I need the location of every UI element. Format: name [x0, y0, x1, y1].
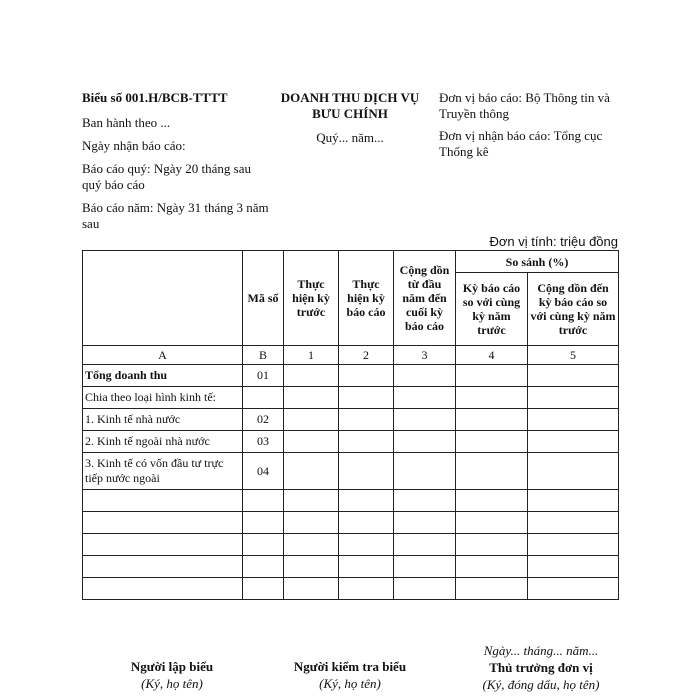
preparer-note: (Ký, họ tên)	[141, 676, 203, 691]
empty-row	[83, 556, 619, 578]
revenue-table	[82, 250, 619, 600]
input-cell[interactable]	[83, 556, 243, 578]
input-cell[interactable]	[339, 409, 394, 431]
input-cell[interactable]	[339, 556, 394, 578]
row-label: Chia theo loại hình kinh tế:	[83, 387, 243, 409]
input-cell[interactable]	[284, 578, 339, 600]
input-cell[interactable]	[394, 365, 456, 387]
column-index-row	[83, 346, 619, 365]
signature-date: Ngày... tháng... năm...	[483, 643, 599, 658]
input-cell[interactable]	[339, 578, 394, 600]
col-index: B	[243, 346, 284, 365]
input-cell[interactable]	[456, 578, 528, 600]
input-cell[interactable]	[243, 490, 284, 512]
input-cell[interactable]	[528, 387, 619, 409]
input-cell[interactable]	[83, 578, 243, 600]
input-cell[interactable]	[243, 512, 284, 534]
input-cell[interactable]	[456, 453, 528, 490]
input-cell[interactable]	[284, 387, 339, 409]
input-cell[interactable]	[528, 512, 619, 534]
row-code	[243, 387, 284, 409]
col-index: 2	[339, 346, 394, 365]
input-cell[interactable]	[456, 490, 528, 512]
input-cell[interactable]	[394, 490, 456, 512]
input-cell[interactable]	[528, 409, 619, 431]
head-note: (Ký, đóng dấu, họ tên)	[482, 677, 600, 692]
input-cell[interactable]	[394, 453, 456, 490]
signature-head	[446, 642, 636, 693]
input-cell[interactable]	[394, 556, 456, 578]
preparer-title: Người lập biểu	[130, 659, 214, 674]
input-cell[interactable]	[456, 512, 528, 534]
row-code: 03	[243, 431, 284, 453]
input-cell[interactable]	[284, 453, 339, 490]
empty-row	[83, 512, 619, 534]
annual-deadline: Báo cáo năm: Ngày 31 tháng 3 năm sau	[82, 200, 269, 231]
col-header-cumulative: Cộng dồn từ đầu năm đến cuối kỳ báo cáo	[394, 251, 456, 346]
input-cell[interactable]	[456, 387, 528, 409]
col-header-compare-period: Kỳ báo cáo so với cùng kỳ năm trước	[456, 273, 528, 346]
input-cell[interactable]	[456, 534, 528, 556]
col-index: A	[83, 346, 243, 365]
signature-checker	[270, 642, 430, 692]
input-cell[interactable]	[456, 431, 528, 453]
input-cell[interactable]	[284, 431, 339, 453]
row-code: 02	[243, 409, 284, 431]
input-cell[interactable]	[284, 365, 339, 387]
input-cell[interactable]	[456, 556, 528, 578]
col-index: 1	[284, 346, 339, 365]
table-row	[83, 453, 619, 490]
input-cell[interactable]	[284, 490, 339, 512]
input-cell[interactable]	[456, 409, 528, 431]
empty-row	[83, 534, 619, 556]
input-cell[interactable]	[528, 490, 619, 512]
input-cell[interactable]	[394, 431, 456, 453]
input-cell[interactable]	[339, 387, 394, 409]
row-code: 04	[243, 453, 284, 490]
report-title: DOANH THU DỊCH VỤ BƯU CHÍNH	[280, 90, 420, 121]
report-period: Quý... năm...	[316, 130, 384, 145]
signature-preparer	[102, 642, 242, 692]
col-header-comparison-group: So sánh (%)	[456, 251, 619, 273]
input-cell[interactable]	[83, 512, 243, 534]
row-label: 3. Kinh tế có vốn đầu tư trực tiếp nước ngoài	[83, 453, 243, 490]
input-cell[interactable]	[528, 534, 619, 556]
input-cell[interactable]	[528, 556, 619, 578]
form-header-right	[439, 90, 619, 166]
input-cell[interactable]	[456, 365, 528, 387]
input-cell[interactable]	[394, 578, 456, 600]
input-cell[interactable]	[83, 534, 243, 556]
form-header-center	[268, 90, 432, 146]
col-header-previous: Thực hiện kỳ trước	[284, 251, 339, 346]
head-title: Thủ trưởng đơn vị	[489, 660, 593, 675]
checker-note: (Ký, họ tên)	[319, 676, 381, 691]
empty-row	[83, 490, 619, 512]
col-header-compare-cumulative: Cộng dồn đến kỳ báo cáo so với cùng kỳ năm trước	[528, 273, 619, 346]
col-index: 5	[528, 346, 619, 365]
input-cell[interactable]	[528, 578, 619, 600]
input-cell[interactable]	[284, 512, 339, 534]
form-code: Biểu số 001.H/BCB-TTTT	[82, 90, 228, 105]
input-cell[interactable]	[83, 490, 243, 512]
table-row	[83, 409, 619, 431]
col-index: 4	[456, 346, 528, 365]
input-cell[interactable]	[339, 512, 394, 534]
input-cell[interactable]	[528, 365, 619, 387]
input-cell[interactable]	[394, 534, 456, 556]
col-header-current: Thực hiện kỳ báo cáo	[339, 251, 394, 346]
input-cell[interactable]	[394, 409, 456, 431]
input-cell[interactable]	[243, 556, 284, 578]
row-code: 01	[243, 365, 284, 387]
table-row	[83, 431, 619, 453]
input-cell[interactable]	[339, 365, 394, 387]
input-cell[interactable]	[243, 578, 284, 600]
input-cell[interactable]	[394, 512, 456, 534]
col-header-indicator	[83, 251, 243, 346]
unit-label: Đơn vị tính: triệu đồng	[489, 234, 618, 249]
table-row	[83, 365, 619, 387]
row-label: Tổng doanh thu	[83, 365, 243, 387]
input-cell[interactable]	[284, 556, 339, 578]
col-index: 3	[394, 346, 456, 365]
input-cell[interactable]	[394, 387, 456, 409]
receiving-unit: Đơn vị nhận báo cáo: Tổng cục Thống kê	[439, 128, 603, 159]
input-cell[interactable]	[339, 490, 394, 512]
form-header-left	[82, 90, 272, 239]
reporting-unit: Đơn vị báo cáo: Bộ Thông tin và Truyền thông	[439, 90, 610, 121]
input-cell[interactable]	[243, 534, 284, 556]
table-row	[83, 387, 619, 409]
input-cell[interactable]	[339, 453, 394, 490]
input-cell[interactable]	[339, 534, 394, 556]
receive-date: Ngày nhận báo cáo:	[82, 138, 186, 153]
input-cell[interactable]	[284, 534, 339, 556]
quarterly-deadline: Báo cáo quý: Ngày 20 tháng sau quý báo cáo	[82, 161, 251, 192]
issued-by: Ban hành theo ...	[82, 115, 171, 130]
col-header-code: Mã số	[243, 251, 284, 346]
empty-row	[83, 578, 619, 600]
row-label: 2. Kinh tế ngoài nhà nước	[83, 431, 243, 453]
input-cell[interactable]	[284, 409, 339, 431]
input-cell[interactable]	[339, 431, 394, 453]
input-cell[interactable]	[528, 431, 619, 453]
row-label: 1. Kinh tế nhà nước	[83, 409, 243, 431]
checker-title: Người kiểm tra biểu	[293, 659, 407, 674]
input-cell[interactable]	[528, 453, 619, 490]
